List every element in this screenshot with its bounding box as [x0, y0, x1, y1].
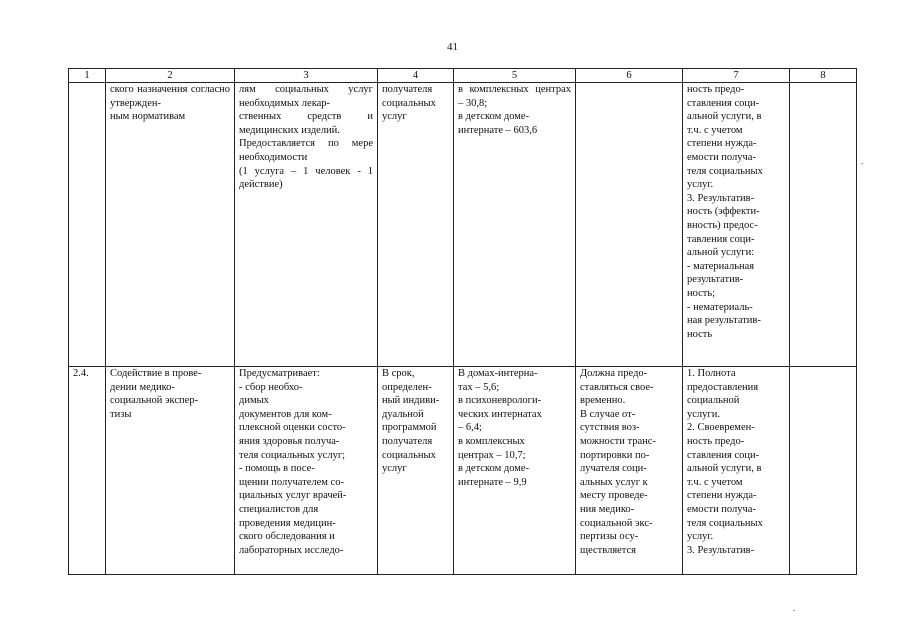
column-number-row: [69, 69, 857, 83]
column-header-8: 8: [790, 69, 857, 83]
service-quality-cell: ность предо- ставления соци- альной услуги, в т.ч. с учетом степени нужда- емости получа- теля социальных услуг. 3. Результатив- ность (эффекти- вность) предос- тавления соци- альной услуги: - материальная результатив- ность; - нематериаль- ная результатив- ность: [683, 83, 790, 367]
column-header-5: 5: [454, 69, 576, 83]
service-notes-cell: [790, 367, 857, 575]
column-header-3: 3: [235, 69, 378, 83]
service-term-cell: В срок, определен- ный индиви- дуальной программой получателя социальных услуг: [378, 367, 454, 575]
scan-speck: [861, 163, 863, 164]
column-header-1: 1: [69, 69, 106, 83]
row-number-cell: [69, 83, 106, 367]
services-table: [68, 68, 857, 575]
service-name-cell: ского назначения согласно утвержден- ным нормативам: [106, 83, 235, 367]
service-description-cell: лям социальных услуг необходимых лекар- ственных средств и медицинских изделий. Предоставляется по мере необходимости (1 услуга – 1 человек - 1 действие): [235, 83, 378, 367]
service-conditions-cell: [576, 83, 683, 367]
service-tariff-cell: в комплексных центрах – 30,8; в детском доме- интернате – 603,6: [454, 83, 576, 367]
service-notes-cell: [790, 83, 857, 367]
row-number-cell: 2.4.: [69, 367, 106, 575]
scan-speck: [793, 610, 795, 611]
service-term-cell: получателя социальных услуг: [378, 83, 454, 367]
service-quality-cell: 1. Полнота предоставления социальной услуги. 2. Своевремен- ность предо- ставления соци- альной услуги, в т.ч. с учетом степени нужда- емости получа- теля социальных услуг. 3. Результатив-: [683, 367, 790, 575]
column-header-4: 4: [378, 69, 454, 83]
page-number: 41: [447, 41, 458, 53]
column-header-6: 6: [576, 69, 683, 83]
service-description-cell: Предусматривает: - сбор необхо- димых документов для ком- плексной оценки состо- яния здоровья получа- теля социальных услуг; - помощь в посе- щении получателем со- циальных услуг врачей- специалистов для проведения медицин- ского обследования и лабораторных исследо-: [235, 367, 378, 575]
column-header-2: 2: [106, 69, 235, 83]
service-tariff-cell: В домах-интерна- тах – 5,6; в психоневрологи- ческих интернатах – 6,4; в комплексных центрах – 10,7; в детском доме- интернате – 9,9: [454, 367, 576, 575]
service-conditions-cell: Должна предо- ставляться свое- временно. В случае от- сутствия воз- можности транс- портировки по- лучателя соци- альных услуг к месту проведе- ния медико- социальной экс- пертизы осу- ществляется: [576, 367, 683, 575]
service-name-cell: Содействие в прове- дении медико- социальной экспер- тизы: [106, 367, 235, 575]
table-row: [69, 367, 857, 575]
table-row: [69, 83, 857, 367]
column-header-7: 7: [683, 69, 790, 83]
